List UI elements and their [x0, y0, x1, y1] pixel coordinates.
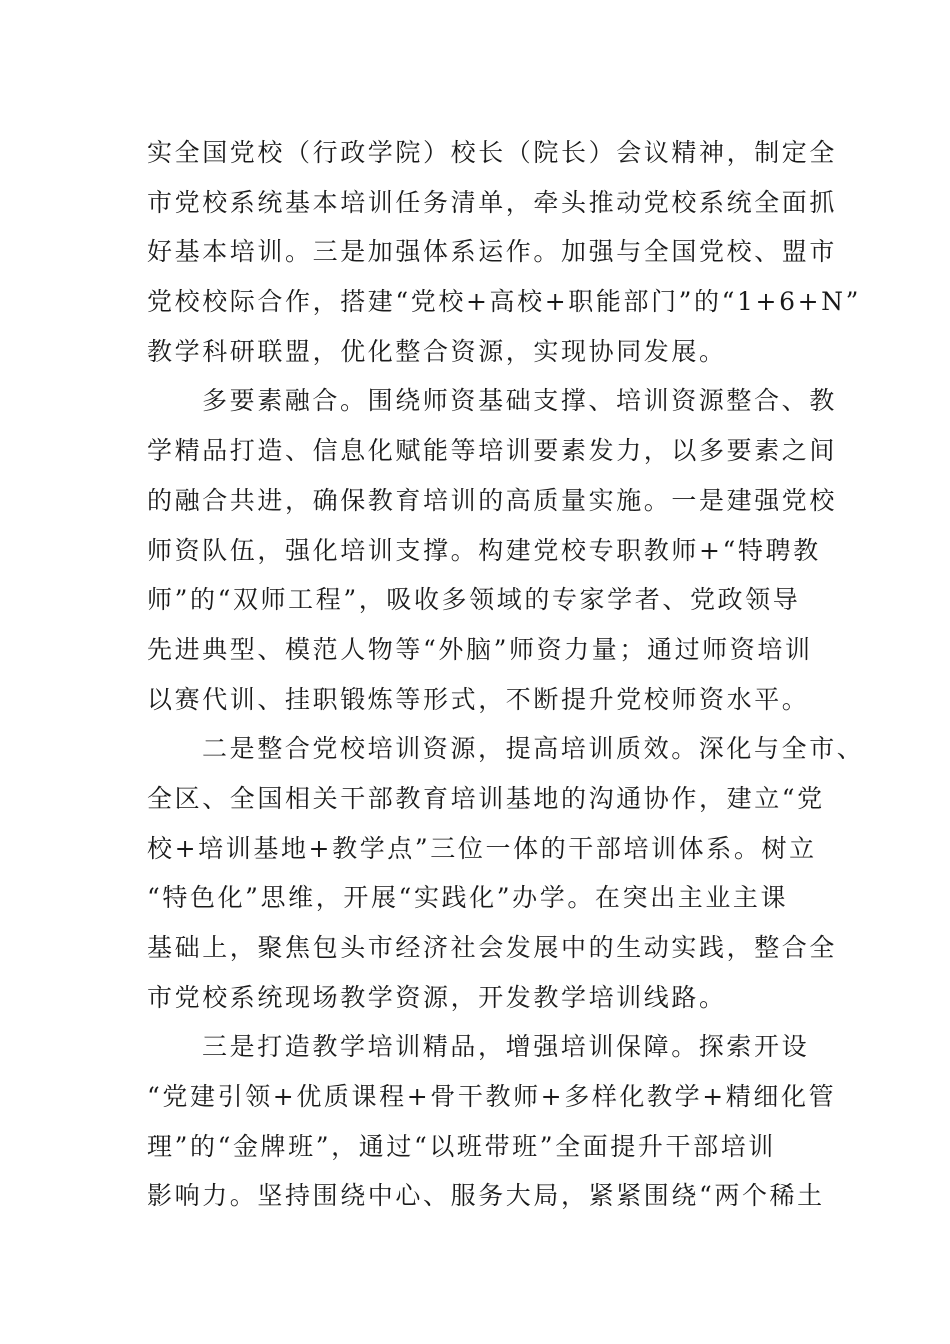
- text-line: “党建引领+优质课程+骨干教师+多样化教学+精细化管: [147, 1082, 837, 1112]
- text-line: 师”的“双师工程”，吸收多领域的专家学者、党政领导: [147, 585, 801, 615]
- paragraph-first-line: 三是打造教学培训精品，增强培训保障。探索开设: [202, 1032, 810, 1062]
- text-line: 影响力。坚持围绕中心、服务大局，紧紧围绕“两个稀土: [147, 1181, 825, 1211]
- paragraph-first-line: 多要素融合。围绕师资基础支撑、培训资源整合、教: [202, 386, 837, 416]
- text-line: 以赛代训、挂职锻炼等形式，不断提升党校师资水平。: [147, 684, 810, 714]
- text-line: 基础上，聚焦包头市经济社会发展中的生动实践，整合全: [147, 933, 838, 962]
- text-line: 先进典型、模范人物等“外脑”师资力量；通过师资培训: [147, 634, 813, 664]
- text-line: 校+培训基地+教学点”三位一体的干部培训体系。树立: [147, 833, 817, 863]
- text-line: 党校校际合作，搭建“党校+高校+职能部门”的“1+6+N”: [147, 287, 861, 317]
- text-line: “特色化”思维，开展“实践化”办学。在突出主业主课: [147, 883, 789, 913]
- text-line: 好基本培训。三是加强体系运作。加强与全国党校、盟市: [147, 237, 838, 267]
- text-line: 市党校系统基本培训任务清单，牵头推动党校系统全面抓: [147, 187, 838, 217]
- body-text: [147, 128, 865, 1221]
- text-line: 教学科研联盟，优化整合资源，实现协同发展。: [147, 336, 727, 366]
- text-line: 理”的“金牌班”，通过“以班带班”全面提升干部培训: [147, 1131, 776, 1161]
- text-line: 师资队伍，强化培训支撑。构建党校专职教师+“特聘教: [147, 535, 821, 565]
- text-line: 实全国党校（行政学院）校长（院长）会议精神，制定全: [147, 138, 838, 167]
- text-line: 全区、全国相关干部教育培训基地的沟通协作，建立“党: [147, 783, 825, 813]
- text-line: 的融合共进，确保教育培训的高质量实施。一是建强党校: [147, 485, 838, 515]
- text-line: 学精品打造、信息化赋能等培训要素发力，以多要素之间: [147, 436, 838, 466]
- text-line: 市党校系统现场教学资源，开发教学培训线路。: [147, 982, 727, 1012]
- paragraph-first-line: 二是整合党校培训资源，提高培训质效。深化与全市、: [202, 734, 865, 764]
